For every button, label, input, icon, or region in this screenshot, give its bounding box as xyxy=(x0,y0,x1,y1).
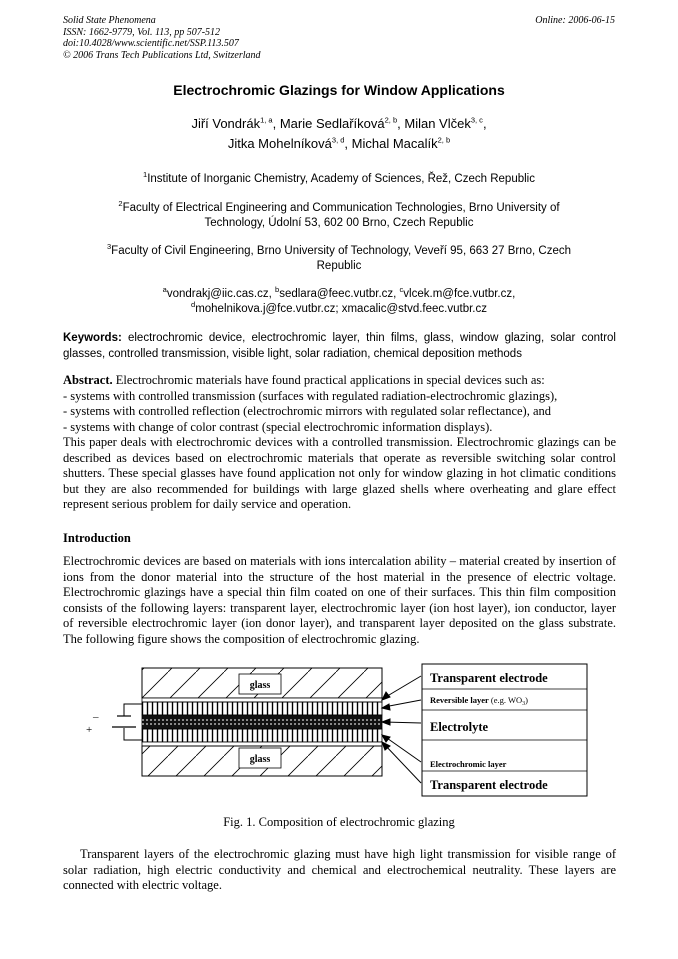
closing-paragraph: Transparent layers of the electrochromic glazing must have high light transmission for visible range of solar radiation, high electric conductivity and chemical and electrochemical neutrality. These layers are connected with electric voltage. xyxy=(63,847,616,892)
abstract-paragraph: This paper deals with electrochromic devices with a controlled transmission. Electrochromic glazings can be described as devices based on electrochromic materials that operate as reversible switching solar control shutters. These special glasses have found application not only for window glazing in hot climatic conditions but they are also recommended for buildings with large glazed shells where overheating and glare effect represent serious problem for daily service and operation. xyxy=(63,435,616,511)
legend-reversible-layer: Reversible layer (e.g. $WO_3$) xyxy=(430,695,528,707)
affiliation-1: $^1$Institute of Inorganic Chemistry, Academy of Sciences, Řež, Czech Republic xyxy=(143,170,535,185)
author-name: Michal Macalík xyxy=(351,136,438,151)
email-link[interactable]: vondrakj@iic.cas.cz, xyxy=(166,288,276,300)
plus-sign: + xyxy=(86,724,93,736)
minus-sign: – xyxy=(93,711,99,723)
legend-transparent-electrode-bottom: Transparent electrode xyxy=(430,778,548,792)
abstract-label: Abstract. xyxy=(63,373,113,387)
issn-line: ISSN: 1662-9779, Vol. 113, pp 507-512 xyxy=(63,26,221,38)
author-sup: 3, c xyxy=(470,115,483,125)
figure-caption: Fig. 1. Composition of electrochromic glazing xyxy=(223,815,455,829)
author-name: Jiří Vondrák xyxy=(191,116,261,131)
abstract: Abstract. Electrochromic materials have found practical applications in special devices such as: - systems with controlled transmission (surfaces with regulated radiation-electrochromic glazings), - systems with controlled reflection (electrochromic mirrors with regulated solar reflectance), and - systems with change of color contrast (special electrochromic information displays). This paper deals with electrochromic devices with a controlled transmission. Electrochromic glazings can be described as devices based on electrochromic materials that operate as reversible switching solar control shutters. These special glasses have found application not only for window glazing in hot climatic conditions but they are also recommended for buildings with large glazed shells where overheating and glare effect represent serious problem for daily service and operation. xyxy=(63,373,616,511)
keywords-text: electrochromic device, electrochromic layer, thin films, glass, window glazing, solar control glasses, controlled transmission, visible light, solar radiation, chemical deposition methods xyxy=(63,332,616,360)
author-name: Jitka Mohelníková xyxy=(227,136,332,151)
legend-pointer-arrows xyxy=(382,676,421,783)
copyright-line: © 2006 Trans Tech Publications Ltd, Switzerland xyxy=(63,49,261,61)
glass-top-label: glass xyxy=(249,680,271,691)
abstract-list-item: - systems with change of color contrast (special electrochromic information displays). xyxy=(63,419,493,434)
transparent-electrode-top xyxy=(142,698,382,702)
legend-electrochromic-layer: Electrochromic layer xyxy=(430,759,507,769)
affiliation-2: $^2$Faculty of Electrical Engineering and Communication Technologies, Brno University of Technology, Údolní 53, 602 00 Brno, Czech Republic xyxy=(118,199,560,229)
author-name: Milan Vlček xyxy=(404,116,471,131)
online-date: Online: 2006-06-15 xyxy=(535,15,615,26)
transparent-electrode-bottom xyxy=(142,742,382,746)
glass-bottom-label: glass xyxy=(249,754,271,765)
email-link[interactable]: vlcek.m@fce.vutbr.cz, xyxy=(403,288,516,300)
electrolyte-layer xyxy=(142,715,382,729)
legend-transparent-electrode-top: Transparent electrode xyxy=(430,671,548,685)
email-link[interactable]: mohelnikova.j@fce.vutbr.cz; xmacalic@stvd.feec.vutbr.cz xyxy=(195,303,487,315)
abstract-list-item: - systems with controlled transmission (surfaces with regulated radiation-electrochromic glazings), xyxy=(63,388,558,403)
journal-name: Solid State Phenomena xyxy=(63,15,156,26)
paper-title: Electrochromic Glazings for Window Applications xyxy=(173,82,505,98)
author-name: Marie Sedlaříková xyxy=(279,116,385,131)
author-list: Jiří Vondrák$^{1, a}$, Marie Sedlaříková$^{2, b}$, Milan Vlček$^{3, c}$, Jitka Mohelníková$^{3, d}$, Michal Macalík$^{2, b}$ xyxy=(191,115,487,151)
affiliation-3: $^3$Faculty of Civil Engineering, Brno University of Technology, Veveří 95, 663 27 Brno, Czech Republic xyxy=(107,242,571,272)
author-sup: 1, a xyxy=(260,115,273,125)
abstract-list-item: - systems with controlled reflection (electrochromic mirrors with regulated solar reflectance), and xyxy=(63,404,552,418)
reversible-layer xyxy=(142,702,382,715)
author-sup: 3, d xyxy=(331,135,345,145)
email-list: $^a$vondrakj@iic.cas.cz, $^b$sedlara@feec.vutbr.cz, $^c$vlcek.m@fce.vutbr.cz, $^d$mohelnikova.j@fce.vutbr.cz; xmacalic@stvd.feec.vutbr.cz xyxy=(162,285,516,315)
section-heading-introduction: Introduction xyxy=(63,531,131,545)
electrochromic-layer xyxy=(142,729,382,742)
author-sup: 2, b xyxy=(437,135,451,145)
doi-line: doi:10.4028/www.scientific.net/SSP.113.507 xyxy=(63,38,239,49)
introduction-paragraph: Electrochromic devices are based on materials with ions intercalation ability – material created by insertion of ions from the donor material into the structure of the host material in the presence of electric voltage. Electrochromic glazings have a special thin film coated on one of their surfaces. This thin film composition consists of the following layers: transparent layer, electrochromic layer (ion host layer), ion conductor, layer of reversible electrochromic layer (ion donor layer), and transparent layer deposited on the glass substrate. The following figure shows the composition of electrochromic glazing. xyxy=(63,554,616,646)
keywords-label: Keywords: xyxy=(63,332,122,344)
email-link[interactable]: sedlara@feec.vutbr.cz, xyxy=(279,288,400,300)
legend-electrolyte: Electrolyte xyxy=(430,720,489,734)
author-sup: 2, b xyxy=(384,115,398,125)
